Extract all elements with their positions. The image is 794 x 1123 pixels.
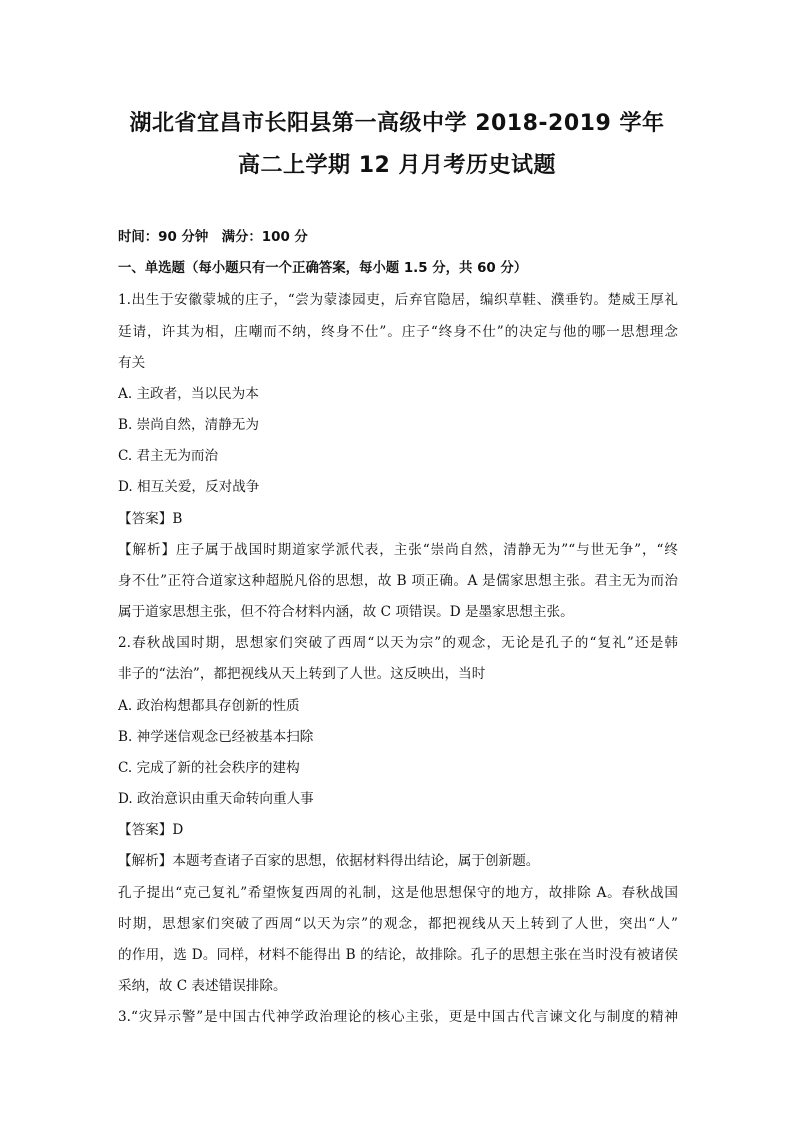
- question-1-stem-line: 1.出生于安徽蒙城的庄子，“尝为蒙漆园吏，后弃官隐居，编织草鞋、濮垂钓。楚威王厚礼: [118, 292, 678, 308]
- question-2-option-b: B. 神学迷信观念已经被基本扫除: [118, 729, 314, 745]
- exam-title-line2: 高二上学期 12 月月考历史试题: [238, 153, 556, 178]
- question-2-option-d: D. 政治意识由重天命转向重人事: [118, 791, 314, 807]
- question-2-analysis-line: 孔子提出“克己复礼”希望恢复西周的礼制，这是他思想保守的地方，故排除 A。春秋战国: [118, 885, 678, 901]
- exam-title-line1: 湖北省宜昌市长阳县第一高级中学 2018-2019 学年: [129, 111, 665, 136]
- question-1-answer: 【答案】B: [118, 511, 183, 527]
- question-1-option-d: D. 相互关爱，反对战争: [118, 479, 260, 495]
- question-2-option-c: C. 完成了新的社会秩序的建构: [118, 760, 300, 776]
- question-1-option-a: A. 主政者，当以民为本: [118, 386, 259, 402]
- question-1-option-b: B. 崇尚自然，清静无为: [118, 417, 259, 433]
- question-2-analysis-line: 时期，思想家们突破了西周“以天为宗”的观念，都把视线从天上转到了人世，突出“人”: [118, 916, 678, 932]
- question-1-analysis-line: 身不仕”正符合道家这种超脱凡俗的思想，故 B 项正确。A 是儒家思想主张。君主无为而治: [118, 573, 678, 589]
- question-2-stem-line: 非子的“法治”，都把视线从天上转到了人世。这反映出，当时: [118, 666, 486, 682]
- question-2-analysis-line: 采纳，故 C 表述错误排除。: [118, 978, 287, 994]
- section-heading: 一、单选题（每小题只有一个正确答案，每小题 1.5 分，共 60 分）: [118, 261, 528, 276]
- question-1-analysis-line: 【解析】庄子属于战国时期道家学派代表，主张“崇尚自然，清静无为”“与世无争”，“终: [118, 542, 678, 558]
- question-1-stem-line: 有关: [118, 355, 146, 371]
- question-2-answer: 【答案】D: [118, 822, 184, 838]
- question-2-stem-line: 2.春秋战国时期，思想家们突破了西周“以天为宗”的观念，无论是孔子的“复礼”还是韩: [118, 635, 678, 651]
- question-1-option-c: C. 君主无为而治: [118, 448, 219, 464]
- question-3-stem-line: 3.“灾异示警”是中国古代神学政治理论的核心主张，更是中国古代言谏文化与制度的精神: [118, 1009, 678, 1025]
- question-2-analysis-line: 【解析】本题考查诸子百家的思想，依据材料得出结论，属于创新题。: [118, 853, 540, 869]
- question-1-stem-line: 廷请，许其为相，庄嘲而不纳，终身不仕”。庄子“终身不仕”的决定与他的哪一思想理念: [118, 324, 678, 340]
- time-score-info: 时间：90 分钟 满分：100 分: [118, 230, 308, 245]
- question-1-analysis-line: 属于道家思想主张，但不符合材料内涵，故 C 项错误。D 是墨家思想主张。: [118, 604, 574, 620]
- question-2-analysis-line: 的作用，选 D。同样，材料不能得出 B 的结论，故排除。孔子的思想主张在当时没有被诸侯: [118, 947, 678, 963]
- question-2-option-a: A. 政治构想都具存创新的性质: [118, 698, 300, 714]
